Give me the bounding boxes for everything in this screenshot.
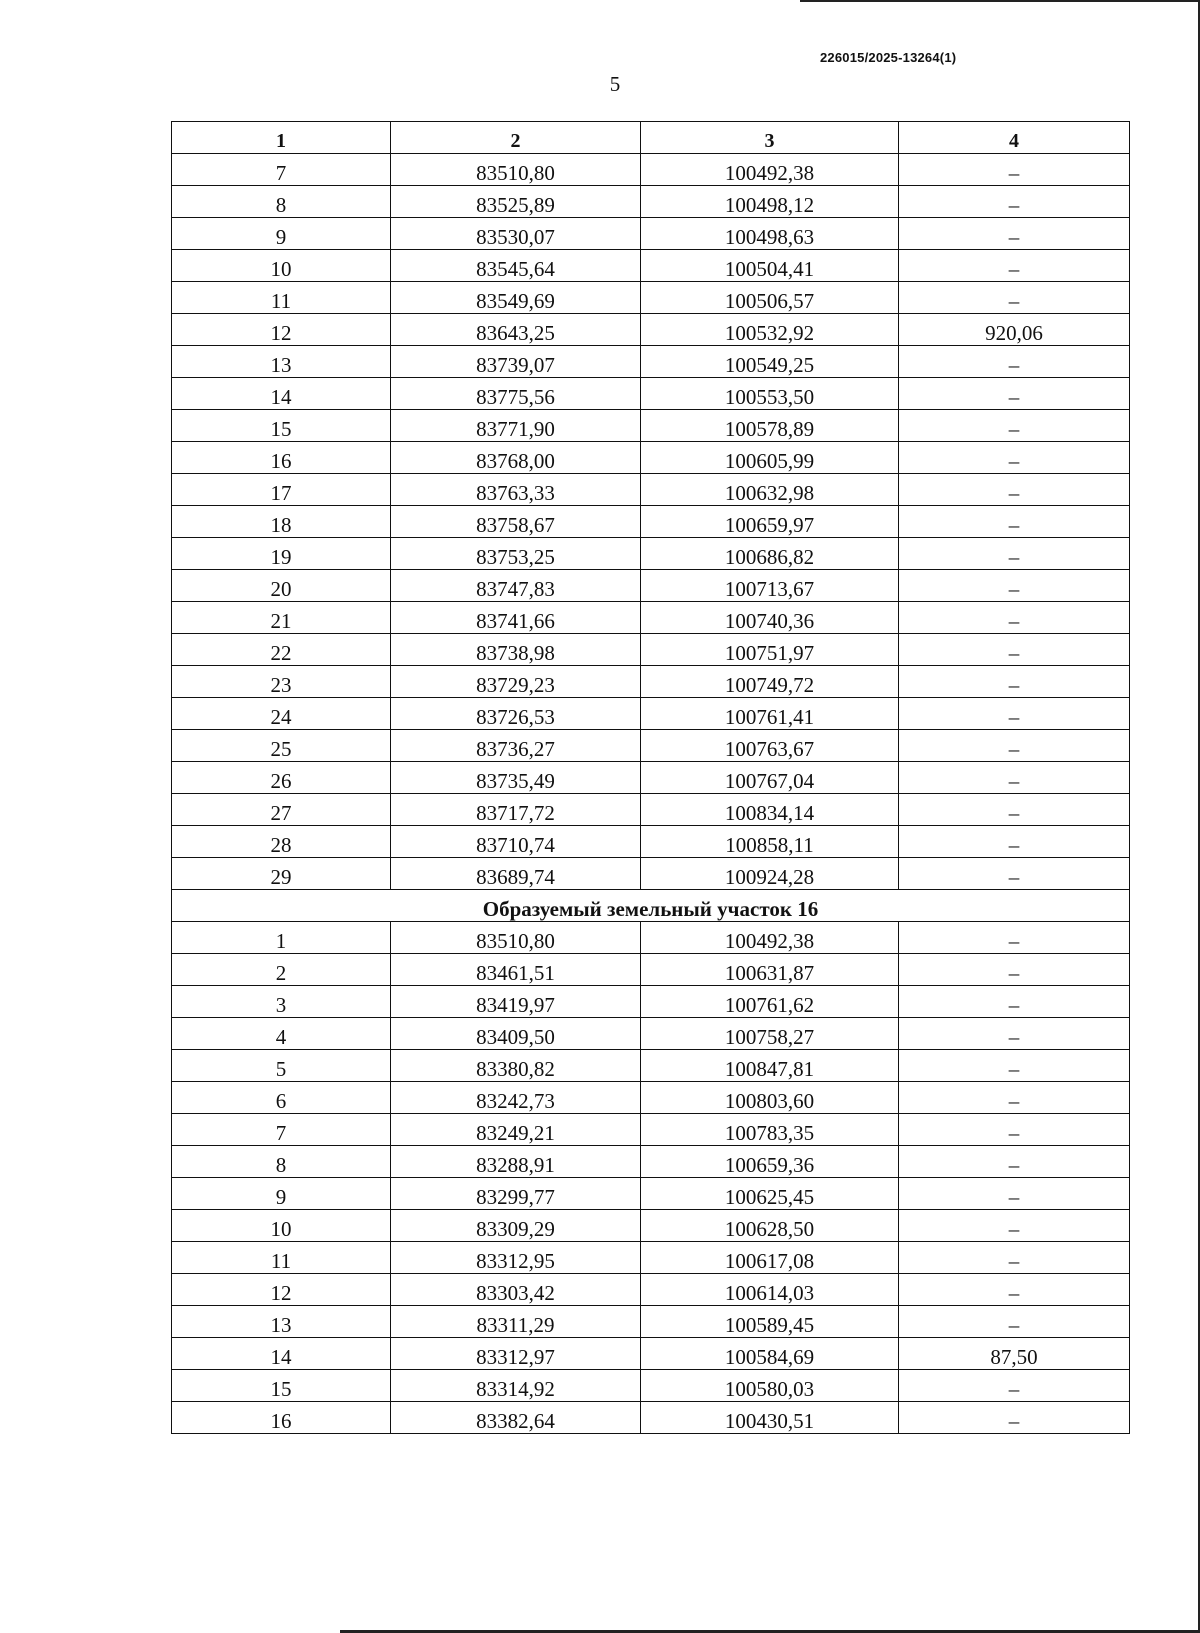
table-row <box>172 666 1130 698</box>
distance-cell: – <box>899 858 1130 890</box>
distance-cell: – <box>899 506 1130 538</box>
x-coordinate-cell: 83242,73 <box>391 1082 641 1114</box>
table-row <box>172 378 1130 410</box>
table-row <box>172 794 1130 826</box>
point-number-cell: 6 <box>172 1082 391 1114</box>
table-row <box>172 154 1130 186</box>
point-number-cell: 20 <box>172 570 391 602</box>
y-coordinate-cell: 100492,38 <box>641 154 899 186</box>
table-row <box>172 1402 1130 1434</box>
x-coordinate-cell: 83510,80 <box>391 154 641 186</box>
distance-cell: – <box>899 762 1130 794</box>
table-row <box>172 922 1130 954</box>
table-row <box>172 1114 1130 1146</box>
x-coordinate-cell: 83726,53 <box>391 698 641 730</box>
point-number-cell: 29 <box>172 858 391 890</box>
y-coordinate-cell: 100659,97 <box>641 506 899 538</box>
point-number-cell: 12 <box>172 1274 391 1306</box>
x-coordinate-cell: 83525,89 <box>391 186 641 218</box>
y-coordinate-cell: 100580,03 <box>641 1370 899 1402</box>
distance-cell: – <box>899 410 1130 442</box>
table-row <box>172 826 1130 858</box>
point-number-cell: 27 <box>172 794 391 826</box>
point-number-cell: 14 <box>172 1338 391 1370</box>
y-coordinate-cell: 100847,81 <box>641 1050 899 1082</box>
table-row <box>172 730 1130 762</box>
point-number-cell: 28 <box>172 826 391 858</box>
table-row <box>172 538 1130 570</box>
distance-cell: – <box>899 602 1130 634</box>
point-number-cell: 19 <box>172 538 391 570</box>
y-coordinate-cell: 100578,89 <box>641 410 899 442</box>
distance-cell: – <box>899 1146 1130 1178</box>
point-number-cell: 26 <box>172 762 391 794</box>
point-number-cell: 7 <box>172 154 391 186</box>
y-coordinate-cell: 100498,12 <box>641 186 899 218</box>
x-coordinate-cell: 83717,72 <box>391 794 641 826</box>
table-header-row <box>172 122 1130 154</box>
x-coordinate-cell: 83768,00 <box>391 442 641 474</box>
x-coordinate-cell: 83303,42 <box>391 1274 641 1306</box>
point-number-cell: 15 <box>172 1370 391 1402</box>
point-number-cell: 10 <box>172 1210 391 1242</box>
x-coordinate-cell: 83549,69 <box>391 282 641 314</box>
point-number-cell: 5 <box>172 1050 391 1082</box>
page-number: 5 <box>609 72 621 96</box>
point-number-cell: 9 <box>172 1178 391 1210</box>
x-coordinate-cell: 83409,50 <box>391 1018 641 1050</box>
point-number-cell: 10 <box>172 250 391 282</box>
table-row <box>172 1338 1130 1370</box>
distance-cell: 87,50 <box>899 1338 1130 1370</box>
table-row <box>172 410 1130 442</box>
distance-cell: – <box>899 346 1130 378</box>
x-coordinate-cell: 83510,80 <box>391 922 641 954</box>
x-coordinate-cell: 83530,07 <box>391 218 641 250</box>
distance-cell: – <box>899 954 1130 986</box>
point-number-cell: 4 <box>172 1018 391 1050</box>
point-number-cell: 14 <box>172 378 391 410</box>
x-coordinate-cell: 83710,74 <box>391 826 641 858</box>
distance-cell: – <box>899 538 1130 570</box>
table-row <box>172 506 1130 538</box>
y-coordinate-cell: 100761,62 <box>641 986 899 1018</box>
y-coordinate-cell: 100492,38 <box>641 922 899 954</box>
y-coordinate-cell: 100589,45 <box>641 1306 899 1338</box>
x-coordinate-cell: 83771,90 <box>391 410 641 442</box>
y-coordinate-cell: 100549,25 <box>641 346 899 378</box>
table-row <box>172 218 1130 250</box>
y-coordinate-cell: 100924,28 <box>641 858 899 890</box>
y-coordinate-cell: 100834,14 <box>641 794 899 826</box>
section-header-row <box>172 890 1130 922</box>
distance-cell: – <box>899 186 1130 218</box>
point-number-cell: 9 <box>172 218 391 250</box>
x-coordinate-cell: 83288,91 <box>391 1146 641 1178</box>
y-coordinate-cell: 100504,41 <box>641 250 899 282</box>
table-row <box>172 1210 1130 1242</box>
x-coordinate-cell: 83311,29 <box>391 1306 641 1338</box>
table-row <box>172 570 1130 602</box>
x-coordinate-cell: 83753,25 <box>391 538 641 570</box>
y-coordinate-cell: 100506,57 <box>641 282 899 314</box>
table-row <box>172 282 1130 314</box>
distance-cell: – <box>899 154 1130 186</box>
point-number-cell: 13 <box>172 1306 391 1338</box>
column-header-3: 3 <box>641 122 899 154</box>
x-coordinate-cell: 83249,21 <box>391 1114 641 1146</box>
x-coordinate-cell: 83729,23 <box>391 666 641 698</box>
table-row <box>172 1274 1130 1306</box>
y-coordinate-cell: 100659,36 <box>641 1146 899 1178</box>
x-coordinate-cell: 83736,27 <box>391 730 641 762</box>
y-coordinate-cell: 100767,04 <box>641 762 899 794</box>
column-header-1: 1 <box>172 122 391 154</box>
y-coordinate-cell: 100628,50 <box>641 1210 899 1242</box>
distance-cell: – <box>899 378 1130 410</box>
y-coordinate-cell: 100553,50 <box>641 378 899 410</box>
point-number-cell: 23 <box>172 666 391 698</box>
section-header-body <box>172 890 1130 922</box>
distance-cell: – <box>899 634 1130 666</box>
table-row <box>172 698 1130 730</box>
distance-cell: – <box>899 250 1130 282</box>
distance-cell: – <box>899 1274 1130 1306</box>
document-code: 226015/2025-13264(1) <box>820 50 957 65</box>
distance-cell: – <box>899 1018 1130 1050</box>
y-coordinate-cell: 100584,69 <box>641 1338 899 1370</box>
table-row <box>172 1370 1130 1402</box>
y-coordinate-cell: 100761,41 <box>641 698 899 730</box>
table-row <box>172 1050 1130 1082</box>
x-coordinate-cell: 83735,49 <box>391 762 641 794</box>
distance-cell: – <box>899 794 1130 826</box>
y-coordinate-cell: 100625,45 <box>641 1178 899 1210</box>
x-coordinate-cell: 83314,92 <box>391 1370 641 1402</box>
point-number-cell: 3 <box>172 986 391 1018</box>
x-coordinate-cell: 83738,98 <box>391 634 641 666</box>
x-coordinate-cell: 83739,07 <box>391 346 641 378</box>
y-coordinate-cell: 100686,82 <box>641 538 899 570</box>
point-number-cell: 18 <box>172 506 391 538</box>
y-coordinate-cell: 100740,36 <box>641 602 899 634</box>
table-row <box>172 314 1130 346</box>
table-row <box>172 858 1130 890</box>
point-number-cell: 8 <box>172 186 391 218</box>
table-row <box>172 602 1130 634</box>
table-row <box>172 1018 1130 1050</box>
point-number-cell: 15 <box>172 410 391 442</box>
y-coordinate-cell: 100783,35 <box>641 1114 899 1146</box>
distance-cell: 920,06 <box>899 314 1130 346</box>
y-coordinate-cell: 100803,60 <box>641 1082 899 1114</box>
x-coordinate-cell: 83643,25 <box>391 314 641 346</box>
distance-cell: – <box>899 730 1130 762</box>
distance-cell: – <box>899 1178 1130 1210</box>
y-coordinate-cell: 100632,98 <box>641 474 899 506</box>
point-number-cell: 17 <box>172 474 391 506</box>
x-coordinate-cell: 83461,51 <box>391 954 641 986</box>
table-body-part2 <box>172 922 1130 1434</box>
table-row <box>172 954 1130 986</box>
table-row <box>172 1178 1130 1210</box>
distance-cell: – <box>899 1082 1130 1114</box>
distance-cell: – <box>899 1242 1130 1274</box>
distance-cell: – <box>899 1370 1130 1402</box>
y-coordinate-cell: 100749,72 <box>641 666 899 698</box>
distance-cell: – <box>899 1210 1130 1242</box>
x-coordinate-cell: 83689,74 <box>391 858 641 890</box>
distance-cell: – <box>899 1306 1130 1338</box>
x-coordinate-cell: 83545,64 <box>391 250 641 282</box>
distance-cell: – <box>899 922 1130 954</box>
y-coordinate-cell: 100631,87 <box>641 954 899 986</box>
table-row <box>172 1306 1130 1338</box>
table-row <box>172 1082 1130 1114</box>
column-header-2: 2 <box>391 122 641 154</box>
distance-cell: – <box>899 1114 1130 1146</box>
x-coordinate-cell: 83419,97 <box>391 986 641 1018</box>
distance-cell: – <box>899 474 1130 506</box>
x-coordinate-cell: 83741,66 <box>391 602 641 634</box>
point-number-cell: 7 <box>172 1114 391 1146</box>
distance-cell: – <box>899 442 1130 474</box>
table-row <box>172 762 1130 794</box>
distance-cell: – <box>899 282 1130 314</box>
table-row <box>172 986 1130 1018</box>
point-number-cell: 16 <box>172 1402 391 1434</box>
x-coordinate-cell: 83312,97 <box>391 1338 641 1370</box>
y-coordinate-cell: 100532,92 <box>641 314 899 346</box>
coordinates-table <box>171 121 1130 1434</box>
point-number-cell: 16 <box>172 442 391 474</box>
distance-cell: – <box>899 666 1130 698</box>
y-coordinate-cell: 100498,63 <box>641 218 899 250</box>
y-coordinate-cell: 100858,11 <box>641 826 899 858</box>
y-coordinate-cell: 100713,67 <box>641 570 899 602</box>
point-number-cell: 13 <box>172 346 391 378</box>
scan-edge-top <box>800 0 1200 2</box>
y-coordinate-cell: 100758,27 <box>641 1018 899 1050</box>
column-header-4: 4 <box>899 122 1130 154</box>
distance-cell: – <box>899 826 1130 858</box>
distance-cell: – <box>899 986 1130 1018</box>
x-coordinate-cell: 83309,29 <box>391 1210 641 1242</box>
table-row <box>172 346 1130 378</box>
distance-cell: – <box>899 1050 1130 1082</box>
y-coordinate-cell: 100605,99 <box>641 442 899 474</box>
y-coordinate-cell: 100614,03 <box>641 1274 899 1306</box>
x-coordinate-cell: 83299,77 <box>391 1178 641 1210</box>
point-number-cell: 12 <box>172 314 391 346</box>
point-number-cell: 22 <box>172 634 391 666</box>
table-row <box>172 1146 1130 1178</box>
x-coordinate-cell: 83312,95 <box>391 1242 641 1274</box>
x-coordinate-cell: 83763,33 <box>391 474 641 506</box>
section-title: Образуемый земельный участок 16 <box>172 890 1130 922</box>
table-row <box>172 186 1130 218</box>
distance-cell: – <box>899 698 1130 730</box>
point-number-cell: 11 <box>172 1242 391 1274</box>
point-number-cell: 1 <box>172 922 391 954</box>
y-coordinate-cell: 100617,08 <box>641 1242 899 1274</box>
y-coordinate-cell: 100751,97 <box>641 634 899 666</box>
table-row <box>172 474 1130 506</box>
y-coordinate-cell: 100763,67 <box>641 730 899 762</box>
point-number-cell: 2 <box>172 954 391 986</box>
x-coordinate-cell: 83380,82 <box>391 1050 641 1082</box>
point-number-cell: 24 <box>172 698 391 730</box>
x-coordinate-cell: 83382,64 <box>391 1402 641 1434</box>
point-number-cell: 25 <box>172 730 391 762</box>
y-coordinate-cell: 100430,51 <box>641 1402 899 1434</box>
distance-cell: – <box>899 218 1130 250</box>
point-number-cell: 11 <box>172 282 391 314</box>
x-coordinate-cell: 83758,67 <box>391 506 641 538</box>
table-body-part1 <box>172 154 1130 890</box>
point-number-cell: 21 <box>172 602 391 634</box>
table-row <box>172 1242 1130 1274</box>
x-coordinate-cell: 83747,83 <box>391 570 641 602</box>
table-row <box>172 634 1130 666</box>
distance-cell: – <box>899 1402 1130 1434</box>
distance-cell: – <box>899 570 1130 602</box>
point-number-cell: 8 <box>172 1146 391 1178</box>
table-row <box>172 250 1130 282</box>
x-coordinate-cell: 83775,56 <box>391 378 641 410</box>
table-row <box>172 442 1130 474</box>
